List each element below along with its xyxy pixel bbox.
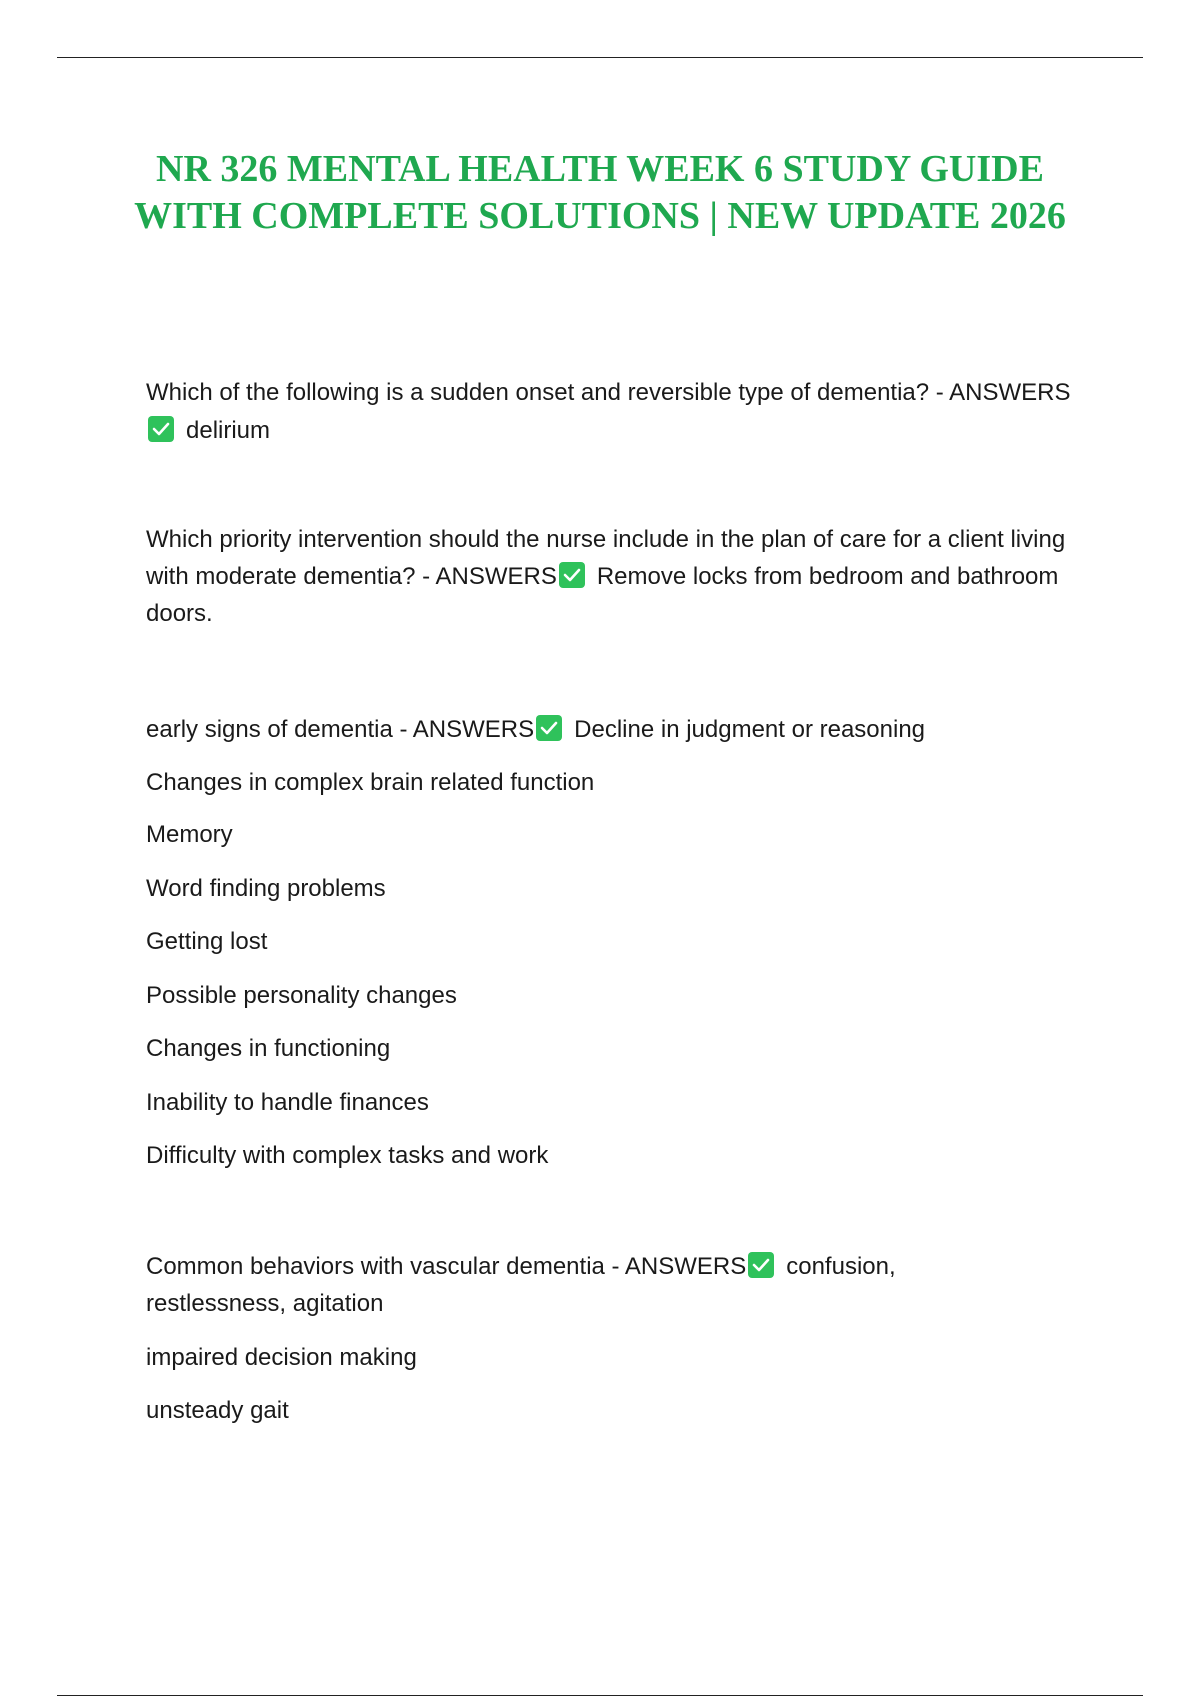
list-item: Memory <box>146 821 233 848</box>
check-box-icon <box>748 1252 774 1278</box>
answer-text: confusion, restlessness, agitation <box>146 1253 896 1317</box>
qa-item-1 <box>146 374 1096 450</box>
document-title: NR 326 MENTAL HEALTH WEEK 6 STUDY GUIDE WITH COMPLETE SOLUTIONS | NEW UPDATE 2026 <box>134 148 1066 237</box>
list-item: Difficulty with complex tasks and work <box>146 1142 549 1169</box>
check-box-icon <box>536 715 562 741</box>
check-box-icon <box>559 562 585 588</box>
list-item: unsteady gait <box>146 1397 289 1424</box>
list-item: Changes in functioning <box>146 1035 391 1062</box>
answer-text: Remove locks from bedroom and bathroom doors. <box>146 563 1059 627</box>
question-text: Common behaviors with vascular dementia - ANSWERS <box>146 1253 747 1280</box>
question-text: Which priority intervention should the nurse include in the plan of care for a client living with moderate dementia? - ANSWERS <box>146 526 1066 590</box>
list-item: impaired decision making <box>146 1344 417 1371</box>
list-item: Inability to handle finances <box>146 1089 429 1116</box>
qa-item-4 <box>146 1248 976 1322</box>
qa-item-3 <box>146 715 1096 745</box>
bottom-rule <box>57 1695 1143 1696</box>
list-item: Changes in complex brain related function <box>146 769 595 796</box>
list-item: Getting lost <box>146 928 268 955</box>
question-text: Which of the following is a sudden onset and reversible type of dementia? - ANSWERS <box>146 379 1071 406</box>
answer-text: Decline in judgment or reasoning <box>574 716 926 743</box>
list-item: Possible personality changes <box>146 982 457 1009</box>
top-rule <box>57 57 1143 58</box>
list-item: Word finding problems <box>146 875 386 902</box>
answer-text: delirium <box>186 417 271 444</box>
check-box-icon <box>148 416 174 442</box>
question-text: early signs of dementia - ANSWERS <box>146 716 535 743</box>
qa-item-2 <box>146 521 1096 632</box>
